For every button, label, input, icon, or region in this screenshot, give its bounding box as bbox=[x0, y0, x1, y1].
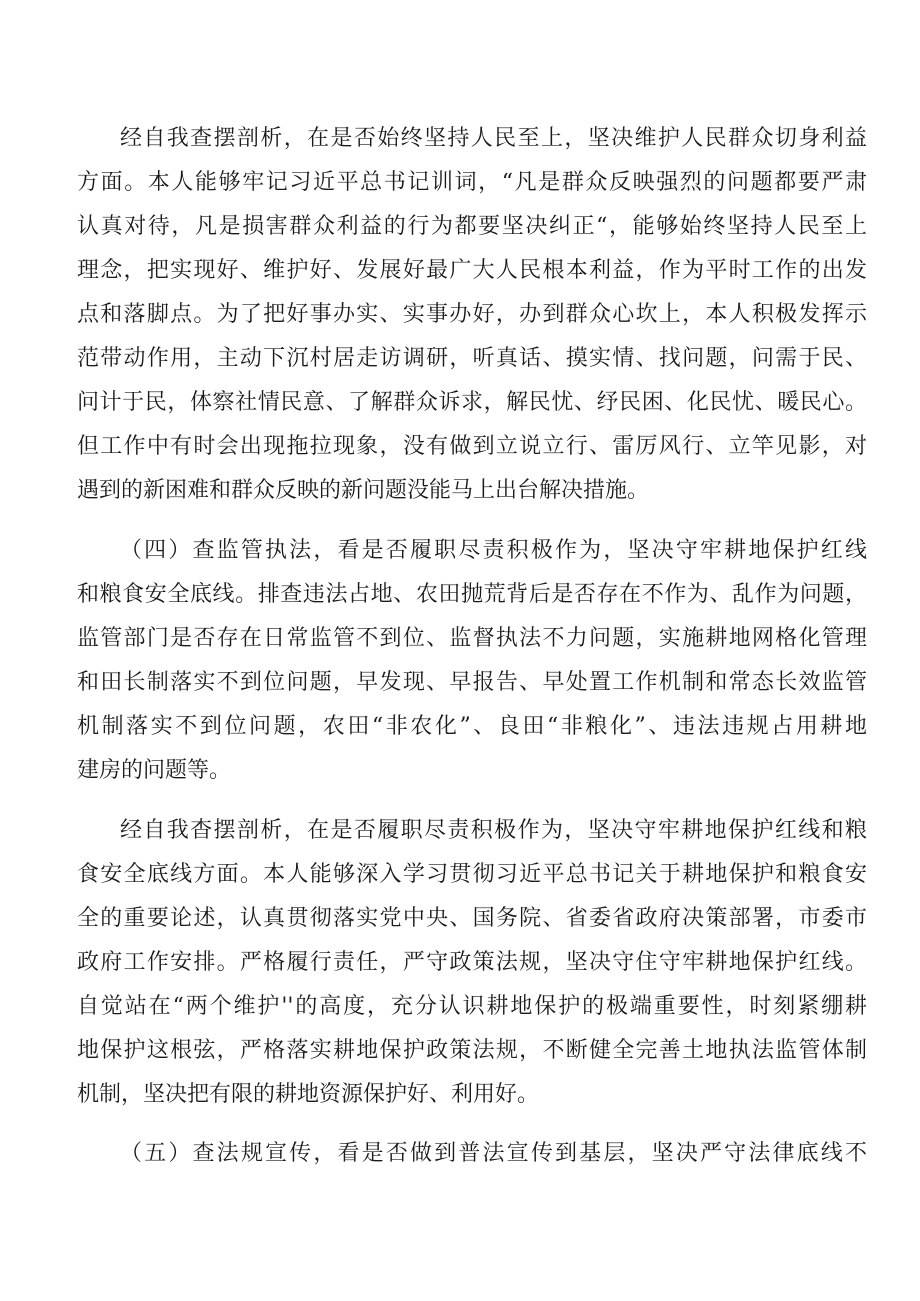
paragraph-line: 监管部门是否存在日常监管不到位、监督执法不力问题，实施耕地网格化管理 bbox=[77, 626, 867, 651]
paragraph-line: 经自我杳摆剖析，在是否履职尽责积极作为，坚决守牢耕地保护红线和粮 bbox=[120, 818, 867, 843]
paragraph-line: 问计于民，体察社情民意、了解群众诉求，解民忧、纾民困、化民忧、暖民心。 bbox=[77, 390, 867, 415]
paragraph-line: （五）查法规宣传，看是否做到普法宣传到基层，坚决严守法律底线不 bbox=[120, 1141, 867, 1166]
paragraph-line: 建房的问题等。 bbox=[77, 758, 232, 783]
paragraph-line: 和粮食安全底线。排查违法占地、农田抛荒背后是否存在不作为、乱作为问题， bbox=[77, 582, 867, 607]
paragraph-line: 自觉站在“两个维护''的高度，充分认识耕地保护的极端重要性，时刻紧绷耕 bbox=[77, 994, 867, 1019]
paragraph-line: 地保护这根弦，严格落实耕地保护政策法规，不断健全完善土地执法监管体制 bbox=[77, 1038, 867, 1063]
paragraph-line: 机制落实不到位问题，农田“非农化”、良田“非粮化”、违法违规占用耕地 bbox=[77, 714, 867, 739]
paragraph-line: 点和落脚点。为了把好事办实、实事办好，办到群众心坎上，本人积极发挥示 bbox=[77, 302, 867, 327]
paragraph-line: 机制，坚决把有限的耕地资源保护好、利用好。 bbox=[77, 1082, 540, 1107]
paragraph-line: 遇到的新困难和群众反映的新问题没能马上出台解决措施。 bbox=[77, 478, 650, 503]
paragraph-line: 食安全底线方面。本人能够深入学习贯彻习近平总书记关于耕地保护和粮食安 bbox=[77, 862, 867, 887]
paragraph-line: 范带动作用，主动下沉村居走访调研，听真话、摸实情、找问题，问需于民、 bbox=[77, 346, 867, 371]
paragraph-line: 经自我查摆剖析，在是否始终坚持人民至上，坚决维护人民群众切身利益 bbox=[120, 126, 867, 151]
paragraph-line: 方面。本人能够牢记习近平总书记训词，“凡是群众反映强烈的问题都要严肃 bbox=[77, 170, 867, 195]
paragraph-line: （四）查监管执法，看是否履职尽责积极作为，坚决守牢耕地保护红线 bbox=[120, 538, 867, 563]
paragraph-line: 全的重要论述，认真贯彻落实党中央、国务院、省委省政府决策部署，市委市 bbox=[77, 906, 867, 931]
paragraph-line: 认真对待，凡是损害群众利益的行为都要坚决纠正“，能够始终坚持人民至上 bbox=[77, 214, 867, 239]
paragraph-line: 理念，把实现好、维护好、发展好最广大人民根本利益，作为平时工作的出发 bbox=[77, 258, 867, 283]
paragraph-line: 政府工作安排。严格履行责任，严守政策法规，坚决守住守牢耕地保护红线。 bbox=[77, 950, 867, 975]
paragraph-line: 和田长制落实不到位问题，早发现、早报告、早处置工作机制和常态长效监管 bbox=[77, 670, 867, 695]
paragraph-line: 但工作中有时会出现拖拉现象，没有做到立说立行、雷厉风行、立竿见影，对 bbox=[77, 434, 867, 459]
